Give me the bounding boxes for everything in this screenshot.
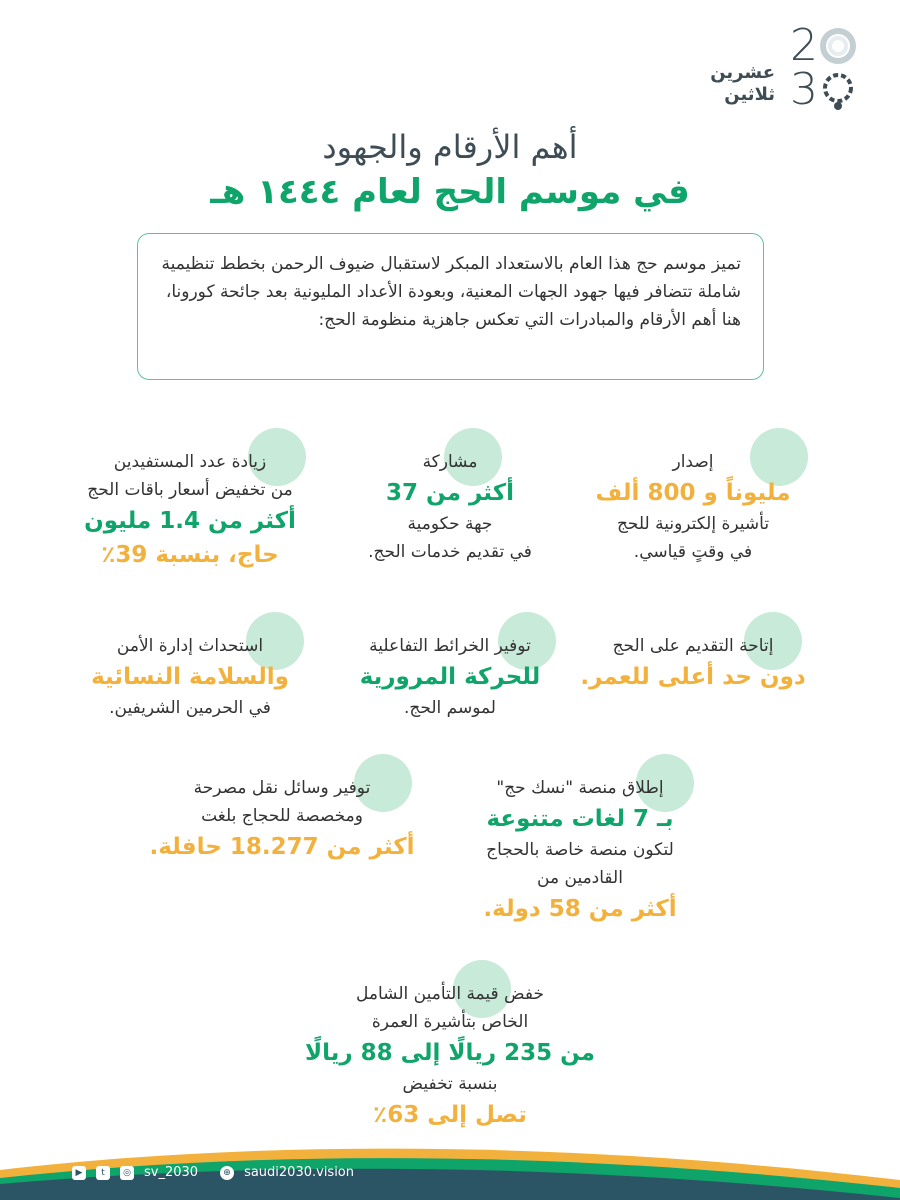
logo-digit-3: 3 (790, 64, 818, 115)
stat-beneficiaries-value: أكثر من 1.4 مليون (84, 508, 296, 534)
twitter-icon[interactable]: t (96, 1166, 110, 1180)
globe-icon: ⊕ (220, 1166, 234, 1180)
stat-nusuk-desc: لتكون منصة خاصة بالحجاج (486, 840, 674, 860)
stat-beneficiaries (60, 448, 320, 572)
stat-insurance-value: من 235 ريالًا إلى 88 ريالًا (304, 1040, 596, 1066)
stat-agencies-note: في تقديم خدمات الحج. (368, 542, 532, 562)
stat-visas-desc: تأشيرة إلكترونية للحج (616, 514, 770, 534)
stat-nusuk-note: القادمين من (537, 868, 623, 888)
stat-transport-desc: ومخصصة للحجاج بلغت (201, 806, 363, 826)
stat-security-note: في الحرمين الشريفين. (109, 698, 271, 718)
stat-age (578, 632, 808, 694)
stat-nusuk-label: إطلاق منصة "نسك حج" (496, 778, 664, 798)
page-subtitle: في موسم الحج لعام ١٤٤٤ هـ (210, 172, 690, 212)
social-handle[interactable]: sv_2030 (144, 1165, 199, 1180)
stat-nusuk (460, 774, 700, 926)
stat-transport (142, 774, 422, 864)
stat-visas-value: مليوناً و 800 ألف (595, 480, 791, 506)
logo-line-2: ثلاثين (724, 84, 775, 105)
stat-beneficiaries-percent: حاج، بنسبة 39٪ (101, 542, 279, 568)
stat-security-label: استحداث إدارة الأمن (116, 636, 264, 656)
stat-visas-note: في وقتٍ قياسي. (633, 542, 753, 562)
stat-maps (340, 632, 560, 722)
stat-visas (578, 448, 808, 566)
website-link[interactable]: saudi2030.vision (244, 1165, 355, 1180)
stat-beneficiaries-label: زيادة عدد المستفيدين (113, 452, 267, 472)
stat-agencies (340, 448, 560, 566)
stat-insurance (295, 980, 605, 1132)
vision-2030-logo (670, 20, 870, 115)
stat-visas-label: إصدار (672, 452, 714, 472)
stat-insurance-note: بنسبة تخفيض (402, 1074, 498, 1094)
stat-age-label: إتاحة التقديم على الحج (612, 636, 774, 656)
youtube-icon[interactable]: ▶ (72, 1166, 86, 1180)
stat-maps-value: للحركة المرورية (359, 664, 541, 690)
stat-transport-value: أكثر من 18.277 حافلة. (149, 834, 415, 860)
logo-digits (780, 20, 860, 115)
logo-digit-2: 2 (790, 20, 818, 71)
stat-maps-note: لموسم الحج. (403, 698, 496, 718)
stat-insurance-percent: تصل إلى 63٪ (373, 1102, 527, 1128)
logo-line-1: عشرين (710, 62, 775, 83)
instagram-icon[interactable]: ◎ (120, 1166, 134, 1180)
footer-links (72, 1165, 354, 1180)
stat-agencies-value: أكثر من 37 (386, 480, 514, 506)
stat-beneficiaries-desc: من تخفيض أسعار باقات الحج (87, 480, 293, 500)
stat-transport-label: توفير وسائل نقل مصرحة (193, 778, 371, 798)
stat-agencies-label: مشاركة (422, 452, 478, 472)
stat-security-value: والسلامة النسائية (91, 664, 289, 690)
stat-nusuk-value: بـ 7 لغات متنوعة (486, 806, 674, 832)
logo-wordmark (710, 62, 775, 106)
logo-swirl-icon (816, 22, 860, 112)
stat-agencies-desc: جهة حكومية (407, 514, 493, 534)
stat-age-value: دون حد أعلى للعمر. (580, 664, 806, 690)
stat-nusuk-countries: أكثر من 58 دولة. (483, 896, 677, 922)
stat-maps-label: توفير الخرائط التفاعلية (369, 636, 531, 656)
page-title: أهم الأرقام والجهود (322, 128, 578, 166)
intro-box (137, 233, 764, 380)
stat-security (60, 632, 320, 722)
stat-insurance-label: خفض قيمة التأمين الشامل (356, 984, 544, 1004)
intro-text: تميز موسم حج هذا العام بالاستعداد المبكر لاستقبال ضيوف الرحمن بخطط تنظيمية شاملة تتضافر فيها جهود الجهات المعنية، وبعودة الأعداد المليونية بعد جائحة كورونا، هنا أهم الأرقام والمبادرات التي تعكس جاهزية منظومة الحج: (161, 254, 741, 330)
stat-insurance-desc: الخاص بتأشيرة العمرة (371, 1012, 529, 1032)
